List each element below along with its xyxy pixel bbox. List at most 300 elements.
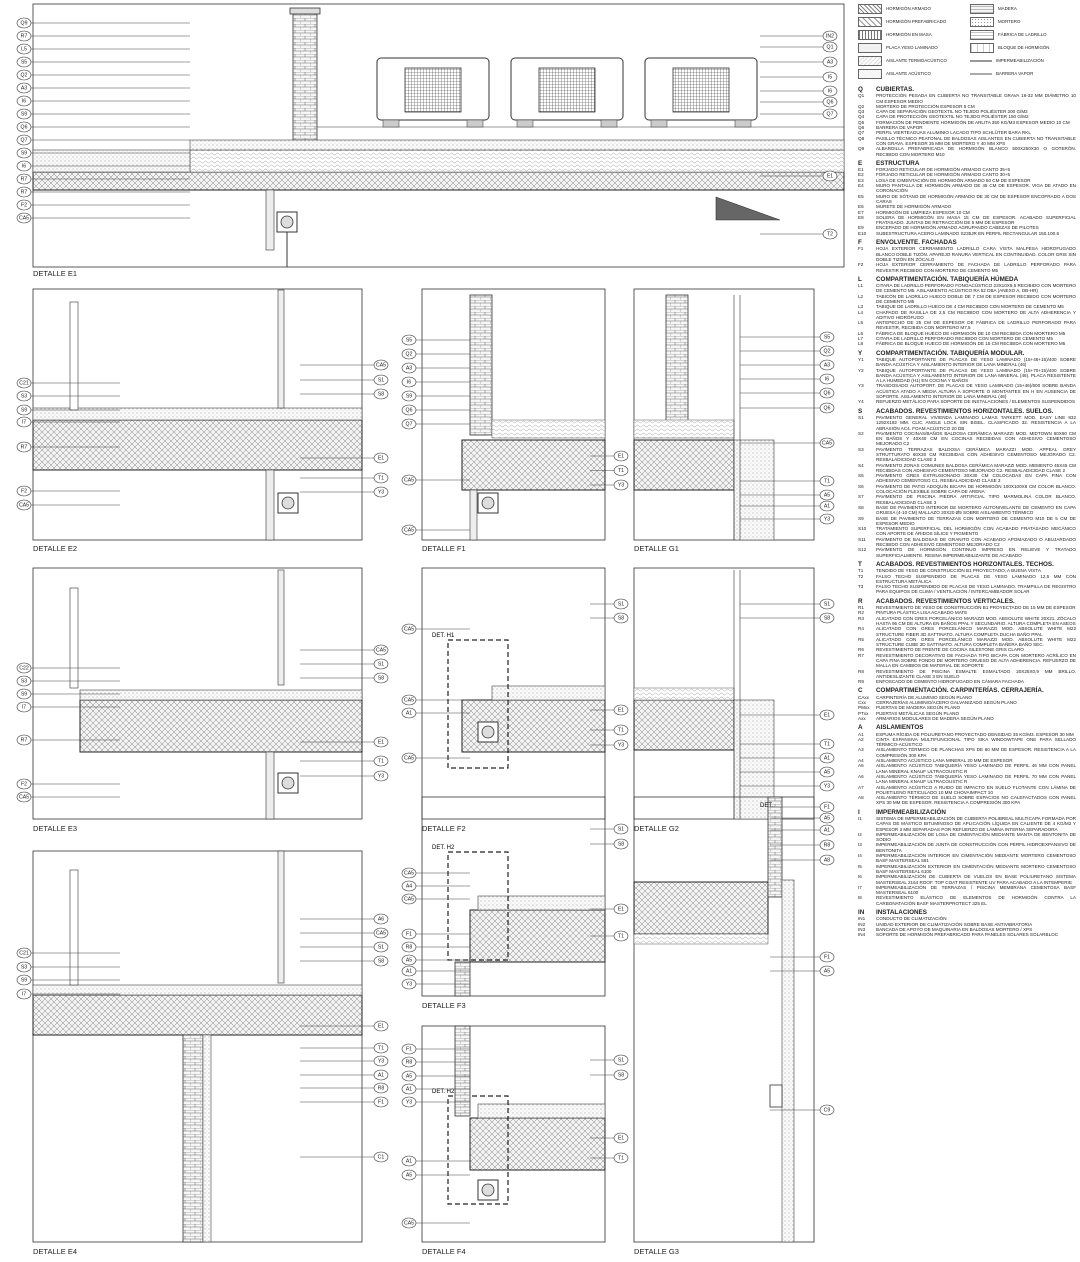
tag-code: A5 [405, 1172, 413, 1179]
legend [858, 4, 1076, 938]
legend-item-text: ENFOSCADO DE CEMENTO HIDROFUGADO EN CÁMARA FACHADA [876, 679, 1024, 685]
callout-tag [300, 1097, 388, 1107]
tag-code: R8 [405, 1059, 413, 1066]
tag-code: Y3 [617, 482, 625, 489]
legend-item-text: PASILLO TÉCNICO PEATONAL DE BALDOSAS AISLANTES EN CUBIERTA NO TRANSITABLE CON GRAVA. ESPESOR 35 MM DE MORTERO Y 40 MM XPS [876, 135, 1076, 146]
callout-tag [770, 966, 834, 976]
callout-tag [402, 335, 470, 345]
legend-section-heading [858, 409, 1076, 414]
legend-item-text: ARMARIOS MODULARES DE MADERA SEGÚN PLANO [876, 715, 994, 721]
legend-item-code: R4 [858, 626, 864, 632]
legend-item-text: PUERTAS DE MADERA SEGÚN PLANO [876, 705, 961, 711]
legend-item-code: CAxx [858, 694, 869, 700]
legend-item-text: IMPERMEABILIZACIÓN EXTERIOR EN CIMENTACIÓN MEDIANTE MORTERO CEMENTOSO BASF MASTERSEAL 6100 [876, 863, 1076, 874]
legend-section-heading [858, 87, 1076, 92]
callout-tag [760, 72, 837, 82]
wood-swatch [970, 4, 994, 14]
tag-code: Y3 [823, 783, 831, 790]
material-label: AISLANTE TERMOACÚSTICO [886, 58, 947, 64]
callout-tag [402, 708, 470, 718]
tag-code: F1 [405, 1046, 413, 1053]
detalle-e3-label: DETALLE E3 [33, 824, 78, 833]
tag-code: CA5 [403, 477, 415, 484]
callout-tag [740, 388, 834, 398]
detalle-e2-label: DETALLE E2 [33, 544, 78, 553]
tag-code: A1 [405, 968, 413, 975]
legend-item-text: LOSA DE CIMENTACIÓN DE HORMIGÓN ARMADO 50 CM DE ESPESOR [876, 177, 1031, 183]
callout-tag [760, 86, 837, 96]
callout-tag [402, 405, 470, 415]
tag-code: S9 [20, 977, 28, 984]
legend-item [858, 283, 1076, 294]
legend-section-code: L [858, 275, 862, 283]
tag-code: C22 [19, 665, 29, 672]
tag-code: F2 [20, 202, 28, 209]
legend-item-text: AISLAMIENTO ACÚSTICO TABIQUERÍA YESO LAMINADO DE PERFIL 70 MM CON PANEL LANA MINERAL KNAUF ULTRACOUSTIC R [876, 773, 1076, 785]
legend-item [858, 537, 1076, 548]
tag-code: S9 [20, 150, 28, 157]
window-frame [266, 190, 274, 250]
detalle-e4-label: DETALLE E4 [33, 1247, 78, 1256]
tag-code: A1 [823, 755, 831, 762]
legend-item-text: IMPERMEABILIZACIÓN INTERIOR EN CIMENTACIÓN MEDIANTE MORTERO CEMENTOSO BASF MASTERSEAL 581 [876, 853, 1076, 864]
tag-code: CA5 [403, 870, 415, 877]
detalle-e4 [33, 851, 362, 1256]
legend-item-code: S11 [858, 536, 866, 542]
tag-code: T1 [823, 741, 831, 748]
legend-item [858, 320, 1076, 331]
callout-tag [300, 389, 388, 399]
tag-code: E1 [617, 1135, 625, 1142]
callout-tag [300, 756, 388, 766]
membrane-line [970, 57, 992, 65]
legend-section-heading [858, 240, 1076, 245]
legend-item-text: ALBARDILLA PREFABRICADA DE HORMIGÓN BLANCO 500X250X30 O GOTERÓN. RECIBIDO CON MORTERO M10 [876, 146, 1076, 157]
legend-item-code: Q2 [858, 103, 865, 109]
legend-item [858, 357, 1076, 368]
legend-item [858, 816, 1076, 832]
tag-code: A5 [823, 769, 831, 776]
tag-code: Q6 [826, 99, 834, 106]
detalle-g3-label: DETALLE G3 [634, 1247, 679, 1256]
legend-item [858, 294, 1076, 305]
tag-code: C9 [823, 1107, 831, 1114]
tag-code: A1 [405, 710, 413, 717]
legend-item [858, 853, 1076, 864]
detalle-g1 [634, 289, 814, 553]
material-label: HORMIGÓN ARMADO [886, 6, 931, 12]
callout-tag [17, 18, 190, 28]
legend-item [858, 874, 1076, 885]
legend-item [858, 368, 1076, 384]
callout-tag [770, 952, 834, 962]
legend-section-code: T [858, 560, 862, 568]
callout-tag [590, 1070, 628, 1080]
tag-code: A4 [405, 883, 413, 890]
legend-item-code: A8 [858, 795, 864, 801]
callout-tag [300, 1056, 388, 1066]
legend-item-text: ALICATADO CON GRES PORCELÁNICO MARAZZI MOD. ABSOLUTE WHITE 20X21. ZÓCALO HASTA 95 CM DE ALTURA EN BAÑOS PPAL Y SECUNDARIO. ALTURA COMPLETA EN ASEOS [876, 615, 1076, 626]
legend-section-heading [858, 688, 1076, 693]
legend-item-code: Y4 [858, 399, 864, 405]
tag-code: A1 [823, 827, 831, 834]
tag-code: Y3 [823, 516, 831, 523]
legend-item-text: PERFIL VIERTEAGUAS ALUMINIO LACADO TIPO SCHLÜTER BARA RKL [876, 130, 1031, 136]
legend-section-code: C [858, 687, 863, 695]
acoustic-swatch [858, 69, 882, 79]
callout-tag [590, 839, 628, 849]
tag-code: I5 [827, 74, 833, 81]
tag-code: S8 [823, 615, 831, 622]
legend-item-code: R7 [858, 652, 864, 658]
legend-item-text: FÁBRICA DE BLOQUE HUECO DE HORMIGÓN DE 15 CM RECIBIDA CON MORTERO M5 [876, 341, 1066, 347]
legend-item [858, 637, 1076, 648]
legend-item-text: CAPA DE SEPARACIÓN GEOTEXTIL NO TEJIDO POLIÉSTER 200 G/M2 [876, 109, 1028, 115]
legend-section-heading [858, 910, 1076, 915]
legend-item-code: S3 [858, 446, 864, 452]
detalle-f1 [422, 289, 605, 553]
legend-item-code: Q8 [858, 135, 865, 141]
material-swatches [858, 4, 1076, 79]
tag-code: S1 [377, 661, 385, 668]
callout-tag [17, 122, 190, 132]
tag-code: CA5 [375, 362, 387, 369]
material-swatch-row [858, 56, 964, 66]
legend-item-text: CITARA DE LADRILLO PERFORADO RECIBIDO CON MORTERO DE CEMENTO M5 [876, 336, 1053, 342]
callout-tag [740, 599, 834, 609]
callout-tag [740, 360, 834, 370]
tag-code: CA5 [821, 440, 833, 447]
tag-code: F1 [823, 954, 831, 961]
legend-item-code: E9 [858, 225, 864, 231]
tag-code: R7 [20, 189, 28, 196]
callout-tag [402, 419, 470, 429]
callout-tag [590, 824, 628, 834]
tag-code: T1 [377, 758, 385, 765]
legend-item [858, 616, 1076, 627]
tag-code: C21 [19, 950, 29, 957]
callout-tag [740, 346, 834, 356]
tag-code: T1 [377, 1045, 385, 1052]
legend-item-code: E6 [858, 204, 864, 210]
callout-tag [17, 500, 120, 510]
tag-code: R8 [377, 1085, 385, 1092]
callout-tag [300, 1152, 388, 1162]
legend-item-code: R8 [858, 668, 864, 674]
callout-tag [760, 57, 837, 67]
tag-code: CA5 [18, 794, 30, 801]
callout-tag [760, 97, 837, 107]
detalle-e1-label: DETALLE E1 [33, 269, 78, 278]
legend-item [858, 494, 1076, 505]
legend-item-code: R9 [858, 679, 864, 685]
tag-code: I7 [21, 991, 27, 998]
parapet-wall [293, 12, 317, 140]
tag-code: A3 [405, 365, 413, 372]
legend-item-text: FORJADO RETICULAR DE HORMIGÓN ARMADO CANTO 35+5 [876, 167, 1011, 173]
tag-code: I6 [827, 88, 833, 95]
legend-item [858, 194, 1076, 205]
callout-tag [300, 645, 388, 655]
callout-tag [300, 487, 388, 497]
tag-code: F1 [405, 931, 413, 938]
material-swatch-row [970, 4, 1076, 14]
detalle-e2 [33, 289, 362, 553]
legend-section-code: I [858, 808, 860, 816]
legend-section-title: ACABADOS. REVESTIMIENTOS VERTICALES. [876, 597, 1015, 605]
roller-shutter-icon [482, 1184, 494, 1196]
material-swatch-row [970, 43, 1076, 53]
legend-item [858, 895, 1076, 906]
detalle-f2 [422, 568, 605, 833]
legend-item-text: TABICÓN DE LADRILLO HUECO DOBLE DE 7 CM DE ESPESOR RECIBIDO CON MORTERO DE CEMENTO M5 [876, 293, 1076, 304]
legend-item-text: CINTA EXPANSIVA MULTIFUNCIONAL TIPO SIKA WINDOWTAPE ONE PARA SELLADO TÉRMICO-ACÚSTICO [876, 736, 1076, 748]
legend-item-text: TABIQUE AUTOPORTANTE DE PLACAS DE YESO LAMINADO (15+70+15)/400 SOBRE BANDA ACÚSTICA Y AISLAMIENTO INTERIOR DE LANA MINERAL (46). PLACA RESISTENTE A LA HUMEDAD (H1) EN COCINA Y BAÑOS [876, 367, 1076, 384]
tag-code: E1 [617, 453, 625, 460]
legend-item-text: FALSO TECHO SUSPENDIDO DE PLACAS DE YESO LAMINADO. TRAMPILLA DE REGISTRO PARA EQUIPOS DE CLIMA / VENTILACIÓN / INTERCAMBIADOR SOLAR [876, 584, 1076, 595]
tag-layer [17, 18, 837, 1228]
dotted-swatch [970, 17, 994, 27]
tag-code: A3 [823, 362, 831, 369]
callout-tag [17, 792, 120, 802]
legend-item-text: REVESTIMIENTO DE YESO DE CONSTRUCCIÓN B1 PROYECTADO DE 15 MM DE ESPESOR [876, 605, 1076, 611]
legend-section-heading [858, 725, 1076, 730]
legend-item-code: T1 [858, 568, 864, 574]
tag-code: T1 [617, 727, 625, 734]
tag-code: I6 [21, 163, 27, 170]
legend-item [858, 679, 1076, 684]
legend-item [858, 774, 1076, 785]
tag-code: S5 [405, 337, 413, 344]
tag-code: Q2 [20, 72, 28, 79]
legend-item-text: IMPERMEABILIZACIÓN DE CUBIERTA DE VUELOS EN BASE POLIURETANO SISTEMA MASTERSEAL 2164 ROOF. TOP COAT RESISTENTE UV PARA ACABADO A LA INTEMPERIE [876, 874, 1076, 885]
legend-item-code: Q6 [858, 125, 865, 131]
legend-section-title: ACABADOS. REVESTIMIENTOS HORIZONTALES. TECHOS. [876, 560, 1054, 568]
legend-item-code: R1 [858, 605, 864, 611]
roller-shutter-icon [282, 777, 294, 789]
legend-item-text: SOLERA DE HORMIGÓN EN MASA 15 CM DE ESPESOR. ACABADO SUPERFICIAL FRATASADO. JUNTAS DE RETRACCIÓN DE 5 MM DE ESPESOR [876, 214, 1076, 226]
callout-tag [17, 391, 120, 401]
tag-code: C21 [19, 380, 29, 387]
tag-code: R7 [20, 33, 28, 40]
detalle-g2 [634, 568, 814, 833]
tag-code: S3 [20, 964, 28, 971]
callout-tag [300, 473, 388, 483]
callout-tag [402, 475, 470, 485]
legend-item-text: TENDIDO DE YESO DE CONSTRUCCIÓN B1 PROYECTADO, A BUENA VISTA [876, 568, 1041, 574]
legend-item [858, 473, 1076, 484]
tag-code: S8 [377, 958, 385, 965]
legend-item-text: AISLAMIENTO ACÚSTICO TABIQUERÍA YESO LAMINADO DE PERFIL 46 MM CON PANEL LANA MINERAL KNAUF ULTRACOUSTIC R [876, 763, 1076, 774]
legend-item-code: I7 [858, 884, 862, 890]
tag-code: T1 [377, 475, 385, 482]
legend-item-text: BANCADA DE APOYO DE MAQUINARIA EN BALDOSAS MORTERO / XPS [876, 926, 1033, 932]
ac-unit-3 [645, 58, 757, 127]
tag-code: S1 [617, 1057, 625, 1064]
legend-item [858, 516, 1076, 527]
legend-section-code: IN [858, 909, 865, 917]
callout-tag [300, 1083, 388, 1093]
callout-tag [17, 57, 190, 67]
detalle-g2-label: DETALLE G2 [634, 824, 679, 833]
legend-item-code: I2 [858, 831, 862, 837]
tag-code: CA5 [403, 896, 415, 903]
legend-item-text: MURO PANTALLA DE HORMIGÓN ARMADO DE 45 CM DE ESPESOR. VIGA DE ATADO EN CORONACIÓN [876, 183, 1076, 194]
legend-item-text: PAVIMENTO DE PISCINA PIEDRA ARTIFICIAL TIPO MARMOLINA COLOR BLANCO. RESBALADICIDAD CLASE 3 [876, 494, 1076, 505]
legend-section-code: F [858, 239, 862, 247]
callout-tag [17, 962, 120, 972]
legend-item [858, 447, 1076, 463]
legend-item-text: FORJADO RETICULAR DE HORMIGÓN ARMADO CANTO 30+5 [876, 172, 1011, 178]
material-swatch-row [858, 43, 964, 53]
legend-section-title: COMPARTIMENTACIÓN. CARPINTERÍAS. CERRAJERÍA. [876, 687, 1044, 695]
legend-item [858, 547, 1076, 558]
diagonal-hatch-swatch [858, 17, 882, 27]
legend-item-code: R2 [858, 610, 864, 616]
legend-section-heading [858, 810, 1076, 815]
tag-code: E1 [826, 173, 834, 180]
legend-item-code: A1 [858, 731, 864, 737]
tag-code: Y3 [377, 1058, 385, 1065]
tag-code: S5 [20, 59, 28, 66]
legend-item-text: CAPA DE PROTECCIÓN GEOTEXTIL NO TEJIDO POLIÉSTER 150 G/M2 [876, 114, 1029, 120]
callout-tag [17, 31, 190, 41]
detalle-g1-label: DETALLE G1 [634, 544, 679, 553]
legend-item-text: FORMACIÓN DE PENDIENTE HORMIGÓN DE ARLITA 350 KG/M3 ESPESOR MEDIO 10 CM [876, 119, 1070, 125]
callout-tag [300, 659, 388, 669]
tag-code: S1 [823, 601, 831, 608]
legend-item-code: Y3 [858, 383, 864, 389]
legend-item-code: T2 [858, 573, 864, 579]
legend-item-code: A7 [858, 784, 864, 790]
railing-post [70, 302, 78, 410]
roller-shutter-icon [482, 726, 494, 738]
legend-item-code: E7 [858, 209, 864, 215]
legend-section-code: R [858, 597, 863, 605]
legend-item-text: ENCEPADO DE HORMIGÓN ARMADO AGRUPANDO CABEZAS DE PILOTES [876, 225, 1039, 231]
legend-item [858, 584, 1076, 595]
tag-code: S9 [20, 111, 28, 118]
tag-code: A1 [377, 1072, 385, 1079]
legend-item-code: I8 [858, 895, 862, 901]
legend-item-code: E3 [858, 177, 864, 183]
callout-tag [402, 881, 470, 891]
legend-item-code: Q1 [858, 93, 865, 99]
callout-tag [590, 599, 628, 609]
tag-code: E1 [617, 707, 625, 714]
tag-code: CA5 [403, 755, 415, 762]
callout-tag [740, 332, 834, 342]
legend-item-code: S9 [858, 515, 864, 521]
legend-item-text: PAVIMENTO COCINAS/BAÑOS BALDOSA CERÁMICA MARAZZI MOD. MIDTOWN 60X60 CM EN BAÑOS Y 40X40 CM EN COCINAS RECIBIDAS CON ADHESIVO CEMENTOSO MEJORADO C2 [876, 430, 1076, 447]
tag-code: A1 [823, 503, 831, 510]
callout-tag [402, 525, 470, 535]
legend-item-text: PAVIMENTO DE HORMIGÓN CONTINUO IMPRESO EN RELIEVE Y TRATADO SUPERFICIALMENTE. RESINA IMPERMEABILIZANTE DE ACABADO [876, 547, 1076, 558]
callout-tag [402, 349, 470, 359]
legend-item-code: S12 [858, 547, 867, 553]
legend-item-text: AISLAMIENTO TÉRMICO DE SUELO SOBRE ESPACIOS NO CALEFACTADOS CON PANEL XPS 30 MM DE ESPESOR. RESISTENCIA A COMPRESIÓN 300 KPA [876, 795, 1076, 806]
legend-item-code: Axx [858, 715, 866, 721]
legend-item [858, 262, 1076, 273]
tag-code: S1 [377, 944, 385, 951]
legend-item-text: UNIDAD EXTERIOR DE CLIMATIZACIÓN SOBRE BASE ANTIVIBRATORIA [876, 921, 1033, 927]
callout-tag [300, 375, 388, 385]
legend-item-text: ALICATADO CON GRES PORCELÁNICO MARAZZI MOD. ABSOLUTE WHITE M22 STRUCTURE CUBE 3D SATTINATO. ALTURA COMPLETA BAÑERA BAÑO SEC. [876, 636, 1076, 648]
legend-item-code: S2 [858, 430, 864, 436]
legend-item-code: L4 [858, 309, 864, 315]
material-swatch-row [970, 30, 1076, 40]
legend-item-code: R6 [858, 647, 864, 653]
legend-item-code: Q5 [858, 119, 865, 125]
callout-tag [17, 663, 120, 673]
legend-item-code: A6 [858, 773, 864, 779]
detalle-f1-label: DETALLE F1 [422, 544, 466, 553]
legend-item-text: ALICATADO CON GRES PORCELÁNICO MARAZZI MOD. ABSOLUTE WHITE M22 STRUCTURE FIBER 3D SATTINATO. ALTURA COMPLETA DUCHA BAÑO PPAL [876, 626, 1076, 637]
legend-item-code: A5 [858, 763, 864, 769]
legend-item-code: I4 [858, 853, 862, 859]
callout-tag [402, 868, 470, 878]
legend-item-text: FALSO TECHO SUSPENDIDO DE PLACAS DE YESO LAMINADO 12,5 MM CON ESTRUCTURA METÁLICA [876, 573, 1076, 584]
tag-code: CA5 [403, 626, 415, 633]
tag-code: S9 [20, 407, 28, 414]
tag-code: S9 [20, 691, 28, 698]
legend-item [858, 763, 1076, 774]
legend-item-text: PAVIMENTO DE BALDOSAS DE GRANITO CON ACABADO APOMAZADO O ABUJARDADO RECIBIDO CON ADHESIVO CEMENTOSO MEJORADO C2 [876, 536, 1076, 548]
legend-item-code: Y2 [858, 367, 864, 373]
legend-item-code: Q3 [858, 109, 865, 115]
legend-item-text: MURO DE SÓTANO DE HORMIGÓN ARMADO DE 30 CM DE ESPESOR ENCOFRADO A DOS CARAS [876, 193, 1076, 204]
detalle-f4-label: DETALLE F4 [422, 1247, 466, 1256]
callout-tag [590, 613, 628, 623]
legend-item-code: Q9 [858, 146, 865, 152]
legend-item-text: REVESTIMIENTO ELÁSTICO DE ELEMENTOS DE HORMIGÓN CONTRA LA CARBONATACIÓN BASF MASTERPROTECT 325 EL [876, 895, 1076, 906]
tag-code: CA5 [375, 647, 387, 654]
material-swatch-row [858, 69, 964, 79]
callout-tag [17, 200, 190, 210]
legend-item-code: I6 [858, 874, 862, 880]
tag-code: A3 [20, 85, 28, 92]
tag-code: C1 [377, 1154, 385, 1161]
legend-item [858, 716, 1076, 721]
legend-item [858, 383, 1076, 399]
tag-code: T1 [617, 933, 625, 940]
tag-code: S1 [617, 601, 625, 608]
callout-tag [300, 673, 388, 683]
tag-code: S8 [377, 391, 385, 398]
tag-code: S8 [617, 615, 625, 622]
tag-code: A5 [823, 492, 831, 499]
legend-item [858, 136, 1076, 147]
tag-code: A5 [405, 1073, 413, 1080]
legend-item-text: CERRAJERÍAS ALUMINIO/ACERO GALVANIZADO SEGÚN PLANO [876, 700, 1017, 706]
legend-item-code: A2 [858, 736, 864, 742]
legend-item-text: IMPERMEABILIZACIÓN DE JUNTA DE CONSTRUCCIÓN CON PERFIL HIDROEXPANSIVO DE BENTONITA [876, 842, 1076, 853]
material-label: FÁBRICA DE LADRILLO [998, 32, 1047, 38]
light-dot-swatch [858, 43, 882, 53]
callout-tag [17, 135, 190, 145]
callout-tag [300, 914, 388, 924]
tag-code: I6 [824, 376, 830, 383]
legend-item-text: PUERTAS METÁLICAS SEGÚN PLANO [876, 710, 960, 716]
legend-section-title: COMPARTIMENTACIÓN. TABIQUERÍA HÚMEDA [876, 275, 1019, 283]
insulation-swatch [858, 56, 882, 66]
callout-tag [760, 229, 837, 239]
tag-code: Q7 [20, 137, 28, 144]
legend-section-code: S [858, 407, 863, 415]
tag-code: CA5 [403, 527, 415, 534]
legend-item-code: F2 [858, 262, 864, 268]
tag-code: Q6 [405, 407, 413, 414]
